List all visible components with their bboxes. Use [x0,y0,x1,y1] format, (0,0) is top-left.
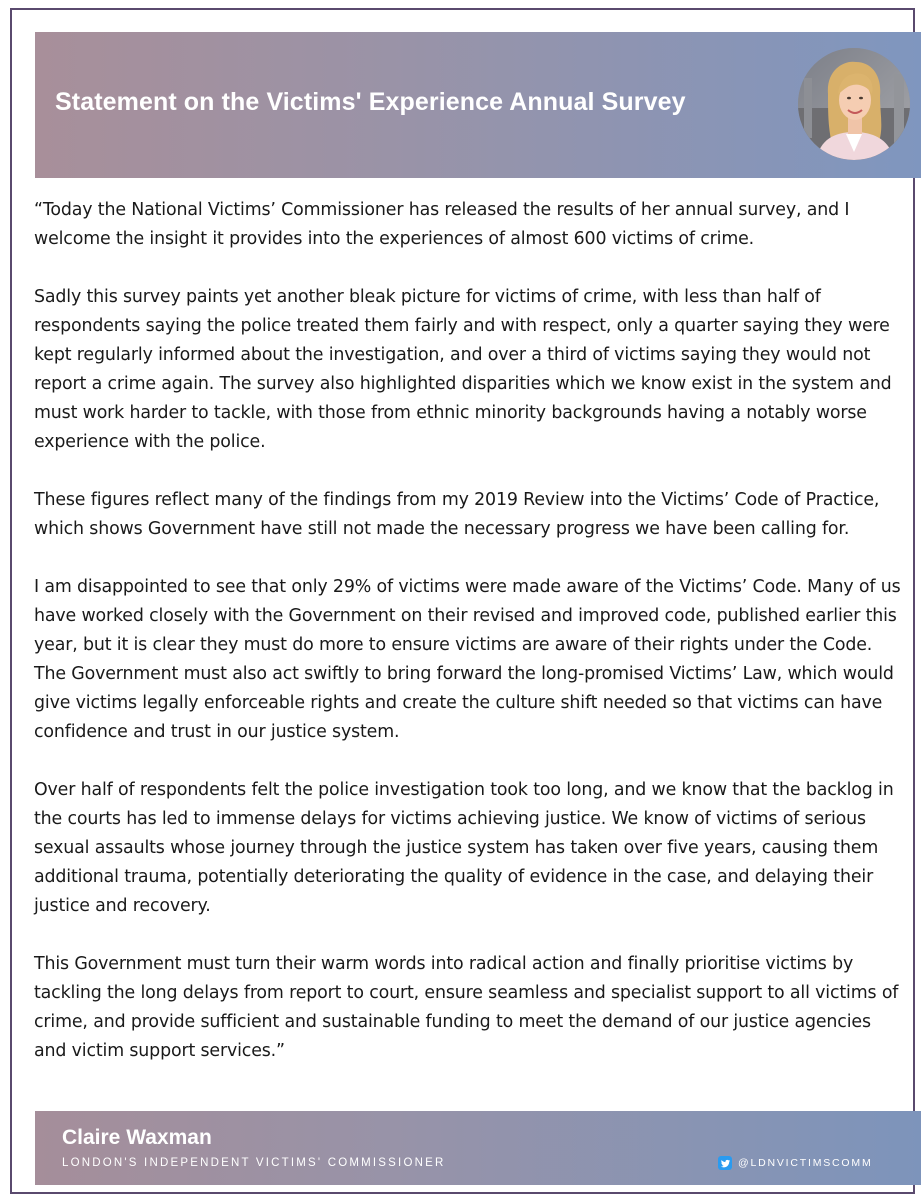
portrait-photo [798,48,910,160]
author-name: Claire Waxman [62,1126,212,1149]
statement-body [34,196,906,1066]
statement-paragraph: “Today the National Victims’ Commissioner has released the results of her annual survey, and I welcome the insight it provides into the experiences of almost 600 victims of crime. [34,200,850,249]
statement-paragraph: I am disappointed to see that only 29% of victims were made aware of the Victims’ Code. Many of us have worked closely with the Government on their revised and improved code, published earlier this year, but it is clear they must do more to ensure victims are aware of their rights under the Code. The Government must also act swiftly to bring forward the long-promised Victims’ Law, which would give victims legally enforceable rights and create the culture shift needed so that victims can have confidence and trust in our justice system. [34,577,901,742]
statement-paragraph: Over half of respondents felt the police investigation took too long, and we know that the backlog in the courts has led to immense delays for victims achieving justice. We know of victims of serious sexual assaults whose journey through the justice system has taken over five years, causing them additional trauma, potentially deteriorating the quality of evidence in the case, and delaying their justice and recovery. [34,780,894,916]
page-title: Statement on the Victims' Experience Annual Survey [55,88,686,116]
statement-paragraph: Sadly this survey paints yet another bleak picture for victims of crime, with less than half of respondents saying the police treated them fairly and with respect, only a quarter saying they were kept regularly informed about the investigation, and over a third of victims saying they would not report a crime again. The survey also highlighted disparities which we know exist in the system and must work harder to tackle, with those from ethnic minority backgrounds having a notably worse experience with the police. [34,287,892,452]
header-banner [35,32,921,178]
statement-paragraph: This Government must turn their warm words into radical action and finally prioritise victims by tackling the long delays from report to court, ensure seamless and specialist support to all victims of crime, and provide sufficient and sustainable funding to meet the demand of our justice agencies and victim support services.” [34,954,899,1061]
author-role: LONDON'S INDEPENDENT VICTIMS' COMMISSIONER [62,1157,446,1169]
twitter-handle: @LDNVICTIMSCOMM [738,1157,873,1169]
footer-banner [35,1111,921,1185]
statement-paragraph: These figures reflect many of the findings from my 2019 Review into the Victims’ Code of Practice, which shows Government have still not made the necessary progress we have been calling for. [34,490,880,539]
twitter-icon [718,1156,732,1170]
twitter-handle-link [718,1155,873,1171]
